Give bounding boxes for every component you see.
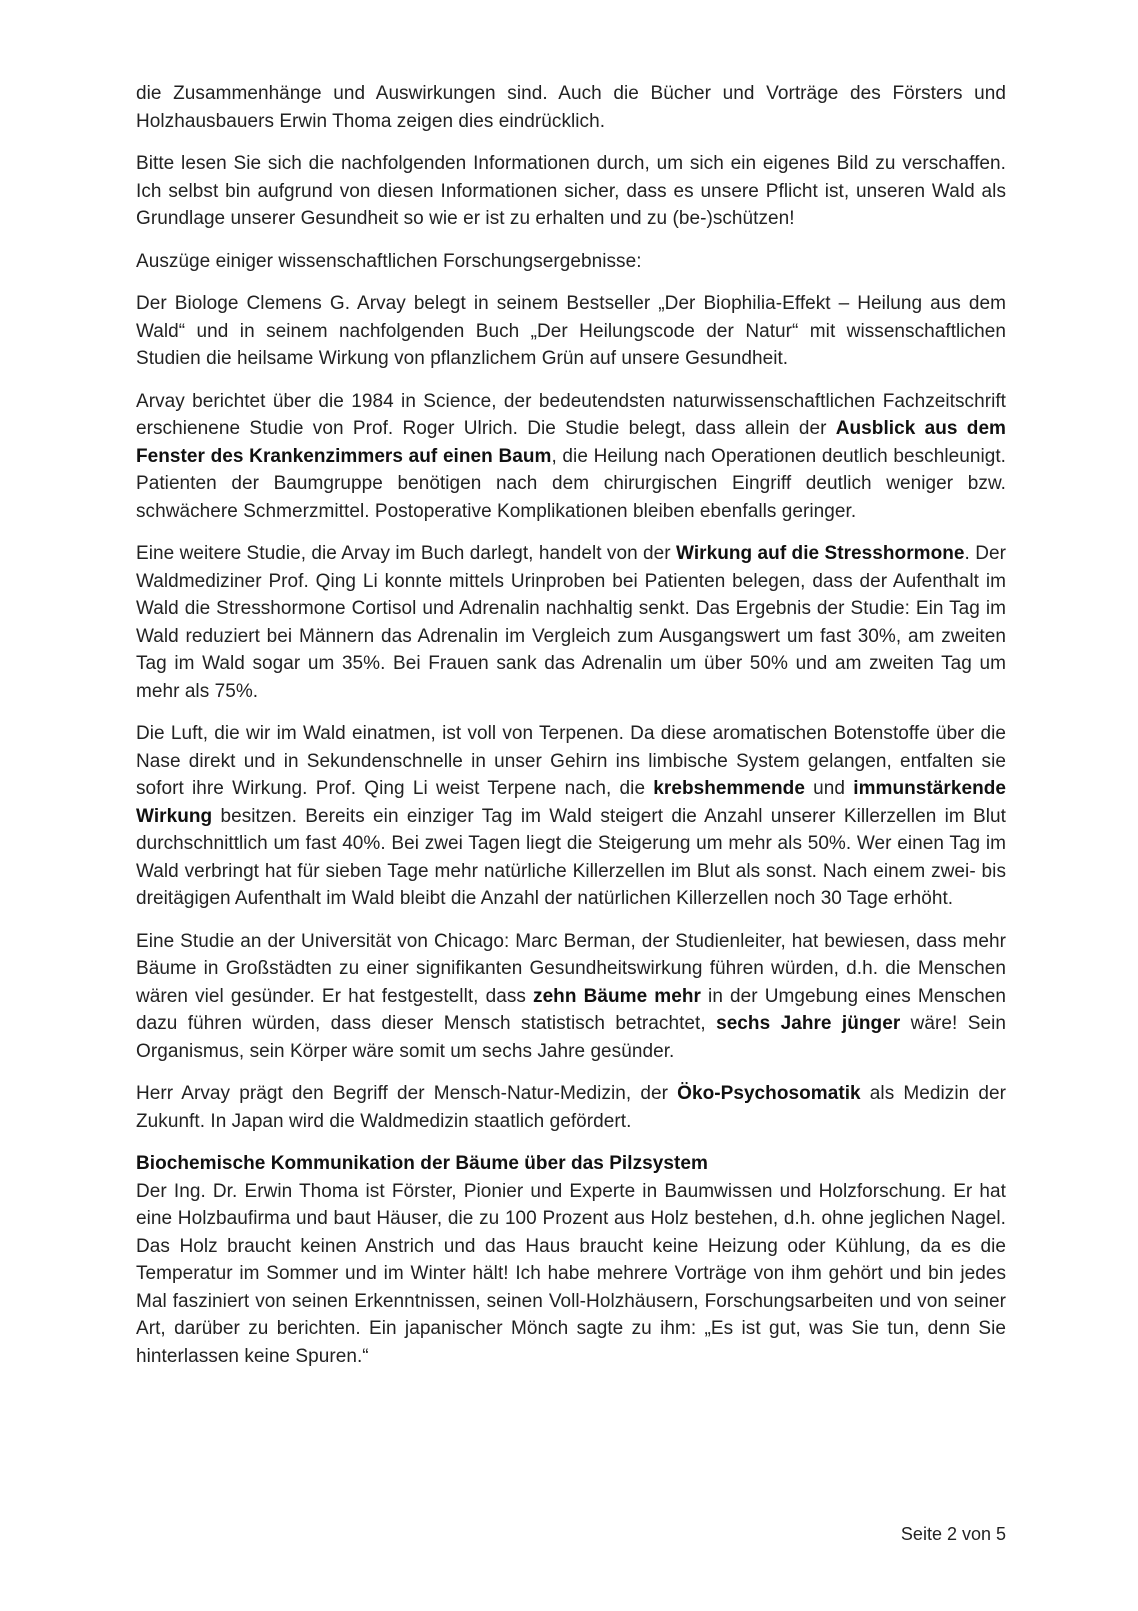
paragraph-thoma: Der Ing. Dr. Erwin Thoma ist Förster, Pionier und Experte in Baumwissen und Holzforschung. Er hat eine Holzbaufirma und baut Häuser, die zu 100 Prozent aus Holz bestehen, d.h. ohne jeglichen Nagel. Das Holz braucht keinen Anstrich und das Haus braucht keine Heizung oder Kühlung, da es die Temperatur im Sommer und im Winter hält! Ich habe mehrere Vorträge von ihm gehört und bin jedes Mal fasziniert von seinen Erkenntnissen, seinen Voll-Holzhäusern, Forschungsarbeiten und von seiner Art, darüber zu berichten. Ein japanischer Mönch sagte zu ihm: „Es ist gut, was Sie tun, denn Sie hinterlassen keine Spuren.“ bbox=[136, 1180, 1006, 1367]
paragraph-eco-psychosomatics: Herr Arvay prägt den Begriff der Mensch-Natur-Medizin, der Öko-Psychosomatik als Medizin der Zukunft. In Japan wird die Waldmedizin staatlich gefördert. bbox=[136, 1083, 1006, 1132]
paragraph-terpenes: Die Luft, die wir im Wald einatmen, ist voll von Terpenen. Da diese aromatischen Botenstoffe über die Nase direkt und in Sekundenschnelle in unser Gehirn ins limbische System gelangen, entfalten sie sofort ihre Wirkung. Prof. Qing Li weist Terpene nach, die krebshemmende und immunstärkende Wirkung besitzen. Bereits ein einziger Tag im Wald steigert die Anzahl unserer Killerzellen im Blut durchschnittlich um fast 40%. Bei zwei Tagen liegt die Steigerung um mehr als 50%. Wer einen Tag im Wald verbringt hat für sieben Tage mehr natürliche Killerzellen im Blut als sonst. Nach einem zwei- bis dreitägigen Aufenthalt im Wald bleibt die Anzahl der natürlichen Killerzellen noch 30 Tage erhöht. bbox=[136, 723, 1006, 909]
paragraph-request: Bitte lesen Sie sich die nachfolgenden Informationen durch, um sich ein eigenes Bild zu verschaffen. Ich selbst bin aufgrund von diesen Informationen sicher, dass es unsere Pflicht ist, unseren Wald als Grundlage unserer Gesundheit so wie er ist zu erhalten und zu (be-)schützen! bbox=[136, 153, 1006, 229]
section-heading: Biochemische Kommunikation der Bäume über das Pilzsystem bbox=[136, 1153, 708, 1174]
document-page bbox=[136, 80, 1006, 1370]
emphasis-immune: immunstärkende Wirkung bbox=[136, 778, 1006, 827]
paragraph-chicago-study: Eine Studie an der Universität von Chicago: Marc Berman, der Studienleiter, hat bewiesen, dass mehr Bäume in Großstädten zu einer signifikanten Gesundheitswirkung führen würden, d.h. die Menschen wären viel gesünder. Er hat festgestellt, dass zehn Bäume mehr in der Umgebung eines Menschen dazu führen würden, dass dieser Mensch statistisch betrachtet, sechs Jahre jünger wäre! Sein Organismus, sein Körper wäre somit um sechs Jahre gesünder. bbox=[136, 930, 1006, 1062]
paragraph-ulrich-study: Arvay berichtet über die 1984 in Science, der bedeutendsten naturwissenschaftlichen Fachzeitschrift erschienene Studie von Prof. Roger Ulrich. Die Studie belegt, dass allein der Ausblick aus dem Fenster des Krankenzimmers auf einen Baum, die Heilung nach Operationen deutlich beschleunigt. Patienten der Baumgruppe benötigen nach dem chirurgischen Eingriff deutlich weniger bzw. schwächere Schmerzmittel. Postoperative Komplikationen bleiben ebenfalls geringer. bbox=[136, 390, 1007, 522]
emphasis-stress-hormones: Wirkung auf die Stresshormone bbox=[676, 543, 965, 564]
paragraph-arvay-books: Der Biologe Clemens G. Arvay belegt in seinem Bestseller „Der Biophilia-Effekt – Heilung aus dem Wald“ und in seinem nachfolgenden Buch „Der Heilungscode der Natur“ mit wissenschaftlichen Studien die heilsame Wirkung von pflanzlichem Grün auf unsere Gesundheit. bbox=[136, 293, 1006, 369]
emphasis-anticancer: krebshemmende bbox=[653, 778, 805, 799]
emphasis-ten-trees: zehn Bäume mehr bbox=[533, 985, 701, 1007]
paragraph-intro: die Zusammenhänge und Auswirkungen sind. Auch die Bücher und Vorträge des Försters und Holzhausbauers Erwin Thoma zeigen dies eindrücklich. bbox=[136, 83, 1006, 132]
emphasis-eco-psychosomatik: Öko-Psychosomatik bbox=[677, 1083, 861, 1104]
emphasis-window-view: Ausblick aus dem Fenster des Krankenzimmers auf einen Baum bbox=[136, 418, 1007, 467]
page-number: Seite 2 von 5 bbox=[900, 1524, 1006, 1544]
emphasis-six-years: sechs Jahre jünger bbox=[716, 1013, 901, 1034]
paragraph-stress-hormones: Eine weitere Studie, die Arvay im Buch darlegt, handelt von der Wirkung auf die Stresshormone. Der Waldmediziner Prof. Qing Li konnte mittels Urinproben bei Patienten belegen, dass der Aufenthalt im Wald die Stresshormone Cortisol und Adrenalin nachhaltig senkt. Das Ergebnis der Studie: Ein Tag im Wald reduziert bei Männern das Adrenalin im Vergleich zum Ausgangswert um fast 30%, am zweiten Tag im Wald sogar um 35%. Bei Frauen sank das Adrenalin um über 50% und am zweiten Tag um mehr als 75%. bbox=[136, 543, 1006, 702]
paragraph-excerpts-label: Auszüge einiger wissenschaftlichen Forschungsergebnisse: bbox=[136, 250, 642, 272]
